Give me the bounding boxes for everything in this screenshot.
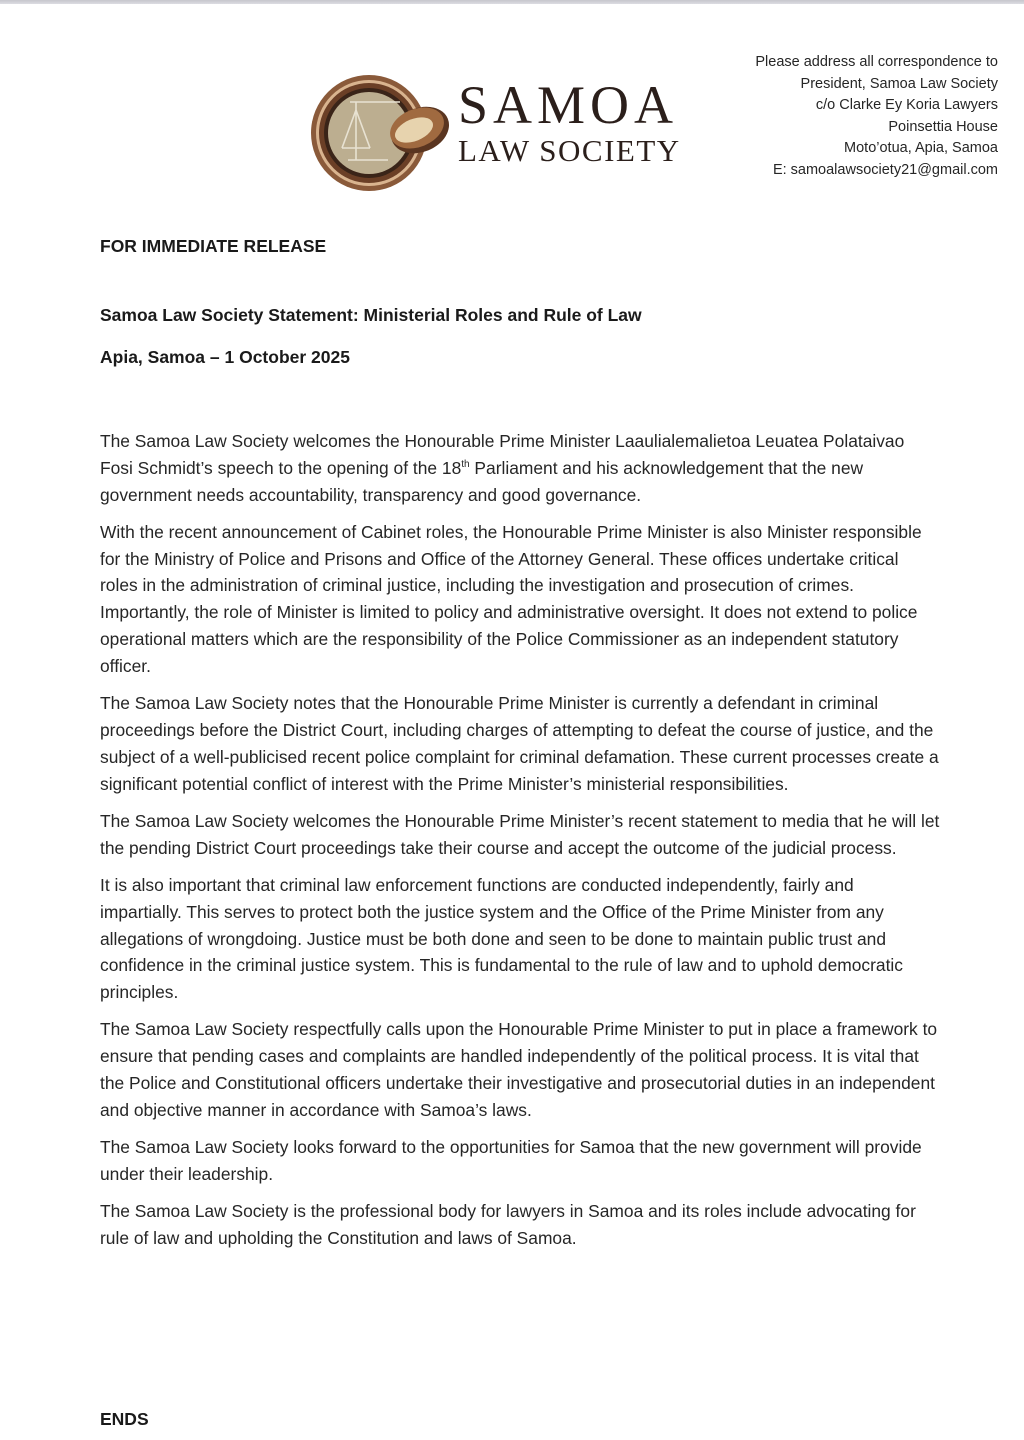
address-line: Please address all correspondence to [755,54,998,70]
paragraph-conflict-of-interest: The Samoa Law Society notes that the Honourable Prime Minister is currently a defendant in criminal proceedings before the District Court, including charges of attempting to defeat the course of justice, and the subject of a well-publicised recent police complaint for criminal defamation. These current processes create a significant potential conflict of interest with the Prime Minister’s ministerial responsibilities. [100,693,939,794]
paragraph-looking-forward: The Samoa Law Society looks forward to the opportunities for Samoa that the new government will provide under their leadership. [100,1137,922,1184]
logo-subtitle: LAW SOCIETY [458,133,681,168]
logo-title: SAMOA [458,75,679,135]
samoa-law-society-logo [308,72,728,194]
paragraph-about-society: The Samoa Law Society is the professional body for lawyers in Samoa and its roles include advocating for rule of law and upholding the Constitution and laws of Samoa. [100,1201,916,1249]
paragraph-independence: It is also important that criminal law enforcement functions are conducted independently, fairly and impartially. This serves to protect both the justice system and the Office of the Prime Minister from any allegations of wrongdoing. Justice must be both done and seen to be done to maintain public trust and confidence in the criminal justice system. This is fundamental to the rule of law and to uphold democratic principles. [100,874,903,1003]
ends-label: ENDS [100,1409,149,1429]
address-line: President, Samoa Law Society [800,75,998,92]
statement-body [100,428,940,1262]
ordinal-suffix: th [461,459,470,470]
address-line: Moto’otua, Apia, Samoa [844,140,998,157]
scales-of-justice-emblem-icon [308,72,453,194]
correspondence-address [755,52,998,182]
paragraph-framework-call: The Samoa Law Society respectfully calls upon the Honourable Prime Minister to put in place a framework to ensure that pending cases and complaints are handled independently of the political process. It is vital that the Police and Constitutional officers undertake their investigative and prosecutorial duties in an independent and objective manner in accordance with Samoa’s laws. [100,1019,938,1120]
statement-title: Samoa Law Society Statement: Ministerial Roles and Rule of Law [100,305,642,325]
email-address: E: samoalawsociety21@gmail.com [772,161,998,178]
page-top-edge [0,0,1024,4]
paragraph-media-statement: The Samoa Law Society welcomes the Honourable Prime Minister’s recent statement to media that he will let the pending District Court proceedings take their course and accept the outcome of the judicial process. [100,810,940,858]
paragraph-cabinet-roles: With the recent announcement of Cabinet roles, the Honourable Prime Minister is also Minister responsible for the Ministry of Police and Prisons and Office of the Attorney General. These offices undertake critical roles in the administration of criminal justice, including the investigation and prosecution of crimes. Importantly, the role of Minister is limited to policy and administrative oversight. It does not extend to police operational matters which are the responsibility of the Police Commissioner as an independent statutory officer. [100,521,922,676]
address-line: c/o Clarke Ey Koria Lawyers [815,97,998,114]
release-label: FOR IMMEDIATE RELEASE [100,236,327,256]
paragraph-text: The Samoa Law Society welcomes the Honourable Prime Minister Laaulialemalietoa Leuatea Polataivao Fosi Schmidt’s speech to the opening of the 18 [100,431,905,478]
dateline: Apia, Samoa – 1 October 2025 [100,347,350,367]
paragraph-welcome [100,428,940,508]
address-line: Poinsettia House [888,118,998,135]
paragraph-text: Parliament and his acknowledgement that the new government needs accountability, transparency and good governance. [100,457,864,505]
